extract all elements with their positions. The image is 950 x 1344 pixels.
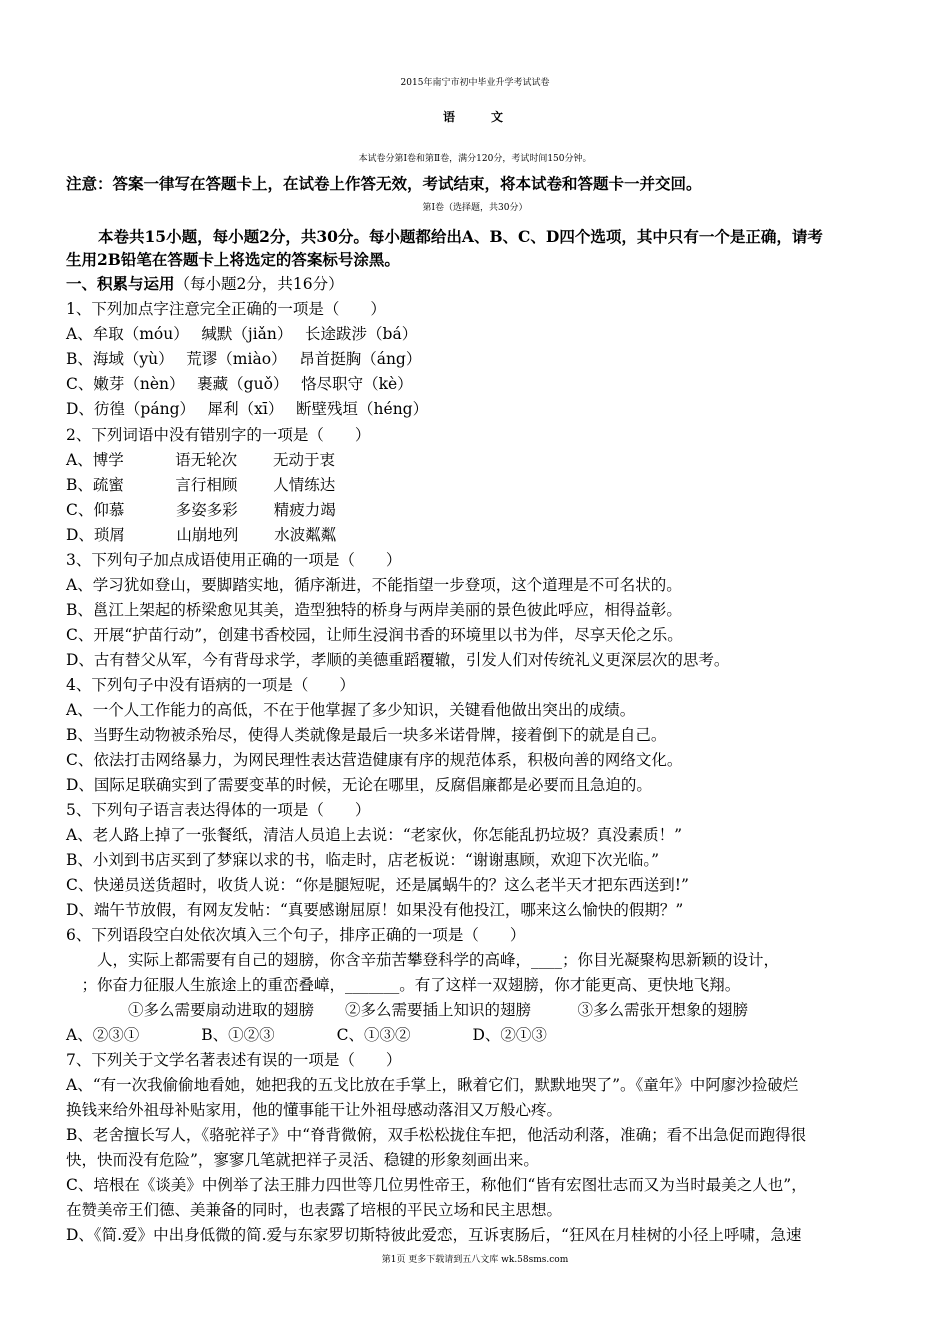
subject-title: 语 文 <box>442 110 507 124</box>
exam-notice: 注意：答案一律写在答题卡上，在试卷上作答无效，考试结束，将本试卷和答题卡一并交回。 <box>66 174 702 193</box>
q3-option-a: A、学习犹如登山，要脚踏实地，循序渐进，不能指望一步登项，这个道理是不可名状的。 <box>66 576 682 594</box>
q1-option-b: B、海域（yù） 荒谬（miào） 昂首挺胸（áng） <box>66 350 422 368</box>
q5-option-d: D、端午节放假，有网友发帖：“真要感谢屈原！如果没有他投江，哪来这么愉快的假期？” <box>66 901 684 919</box>
q2-option-a: A、博学 语无轮次 无动于衷 <box>66 451 336 469</box>
question-5: 5、下列句子语言表达得体的一项是（ ） <box>66 801 371 819</box>
q2-option-c: C、仰慕 多姿多彩 精疲力竭 <box>66 501 336 519</box>
q7-option-d: D、《简.爱》中出身低微的简.爱与东家罗切斯特彼此爱恋，互诉衷肠后，“狂风在月桂树的小径上呼啸，急速 <box>66 1226 802 1244</box>
q5-option-c: C、快递员送货超时，收货人说：“你是腿短呢，还是属蜗牛的？这么老半天才把东西送到!” <box>66 876 689 894</box>
q4-option-c: C、依法打击网络暴力，为网民理性表达营造健康有序的规范体系，积极向善的网络文化。 <box>66 751 683 769</box>
q1-option-a: A、牟取（móu） 缄默（jiǎn） 长途跋涉（bá） <box>66 325 418 343</box>
q4-option-d: D、国际足联确实到了需要变革的时候，无论在哪里，反腐倡廉都是必要而且急迫的。 <box>66 776 652 794</box>
exam-intro: 本试卷分第Ⅰ卷和第Ⅱ卷，满分120分，考试时间150分钟。 <box>358 154 592 164</box>
q3-option-b: B、邕江上架起的桥梁愈见其美，造型独特的桥身与两岸美丽的景色彼此呼应，相得益彰。 <box>66 601 682 619</box>
q7-option-b: B、老舍擅长写人，《骆驼祥子》中“脊背微俯，双手松松拢住车把，他活动利落，准确；看不出急促而跑得很 <box>66 1126 807 1144</box>
q3-option-c: C、开展“护苗行动”，创建书香校园，让师生浸润书香的环境里以书为伴，尽享天伦之乐。 <box>66 626 683 644</box>
part1-title: 第Ⅰ卷（选择题，共30分） <box>422 203 528 213</box>
page-footer: 第1页 更多下载请到五八文库 wk.58sms.com <box>381 1255 569 1265</box>
part1-instruction: 本卷共15小题，每小题2分，共30分。每小题都给出A、B、C、D四个选项，其中只有一个是正确，请考 <box>98 227 823 246</box>
question-3: 3、下列句子加点成语使用正确的一项是（ ） <box>66 551 402 569</box>
section1-title: 一、积累与运用 <box>66 274 175 293</box>
question-2: 2、下列词语中没有错别字的一项是（ ） <box>66 426 371 444</box>
question-1: 1、下列加点字注意完全正确的一项是（ ） <box>66 300 386 318</box>
q1-option-d: D、彷徨（páng） 犀利（xī） 断壁残垣（héng） <box>66 400 429 418</box>
question-4: 4、下列句子中没有语病的一项是（ ） <box>66 676 355 694</box>
question-6: 6、下列语段空白处依次填入三个句子，排序正确的一项是（ ） <box>66 926 526 944</box>
q6-passage-line2: ；你奋力征服人生旅途上的重峦叠嶂，_______。有了这样一双翅膀，你才能更高、更快地飞翔。 <box>66 976 741 994</box>
section1-scoring: （每小题2分，共16分） <box>174 275 344 293</box>
q7-option-b-cont: 快，快而没有危险”，寥寥几笔就把祥子灵活、稳键的形象刻画出来。 <box>66 1151 539 1169</box>
q6-sentences: ①多么需要扇动进取的翅膀 ②多么需要插上知识的翅膀 ③多么需张开想象的翅膀 <box>66 1001 749 1019</box>
section1-heading <box>66 274 344 294</box>
part1-instruction-cont: 生用2B铅笔在答题卡上将选定的答案标号涂黑。 <box>66 250 400 269</box>
q5-option-a: A、老人路上掉了一张餐纸，清洁人员追上去说：“老家伙，你怎能乱扔垃圾？真没素质！” <box>66 826 683 844</box>
q7-option-a: A、“有一次我偷偷地看她，她把我的五戈比放在手掌上，瞅着它们，默默地哭了”。《童年》中阿廖沙捡破烂 <box>66 1076 799 1094</box>
q7-option-c: C、培根在《谈美》中例举了法王腓力四世等几位男性帝王，称他们“皆有宏图壮志而又为当时最美之人也”， <box>66 1176 807 1194</box>
q7-option-c-cont: 在赞美帝王们德、美兼备的同时，也表露了培根的平民立场和民主思想。 <box>66 1201 563 1219</box>
question-7: 7、下列关于文学名著表述有误的一项是（ ） <box>66 1051 402 1069</box>
q4-option-b: B、当野生动物被杀殆尽，使得人类就像是最后一块多米诺骨牌，接着倒下的就是自己。 <box>66 726 667 744</box>
q2-option-b: B、疏蜜 言行相顾 人情练达 <box>66 476 336 494</box>
q3-option-d: D、古有替父从军，今有背母求学，孝顺的美德重蹈覆辙，引发人们对传统礼义更深层次的思考。 <box>66 651 730 669</box>
q6-options: A、②③① B、①②③ C、①③② D、②①③ <box>66 1026 547 1044</box>
q7-option-a-cont: 换钱来给外祖母补贴家用，他的懂事能干让外祖母感动落泪又万般心疼。 <box>66 1101 563 1119</box>
q6-passage-line1: 人，实际上都需要有自己的翅膀，你含辛茄苦攀登科学的高峰，____；你目光凝聚构思新颖的设计， <box>66 951 780 969</box>
q5-option-b: B、小刘到书店买到了梦寐以求的书，临走时，店老板说：“谢谢惠顾，欢迎下次光临。” <box>66 851 659 869</box>
q1-option-c: C、嫩芽（nèn） 裹藏（guǒ） 恪尽职守（kè） <box>66 375 413 393</box>
q2-option-d: D、琐屑 山崩地列 水波粼粼 <box>66 526 337 544</box>
exam-title: 2015年南宁市初中毕业升学考试试卷 <box>400 78 550 88</box>
q4-option-a: A、一个人工作能力的高低，不在于他掌握了多少知识，关键看他做出突出的成绩。 <box>66 701 636 719</box>
